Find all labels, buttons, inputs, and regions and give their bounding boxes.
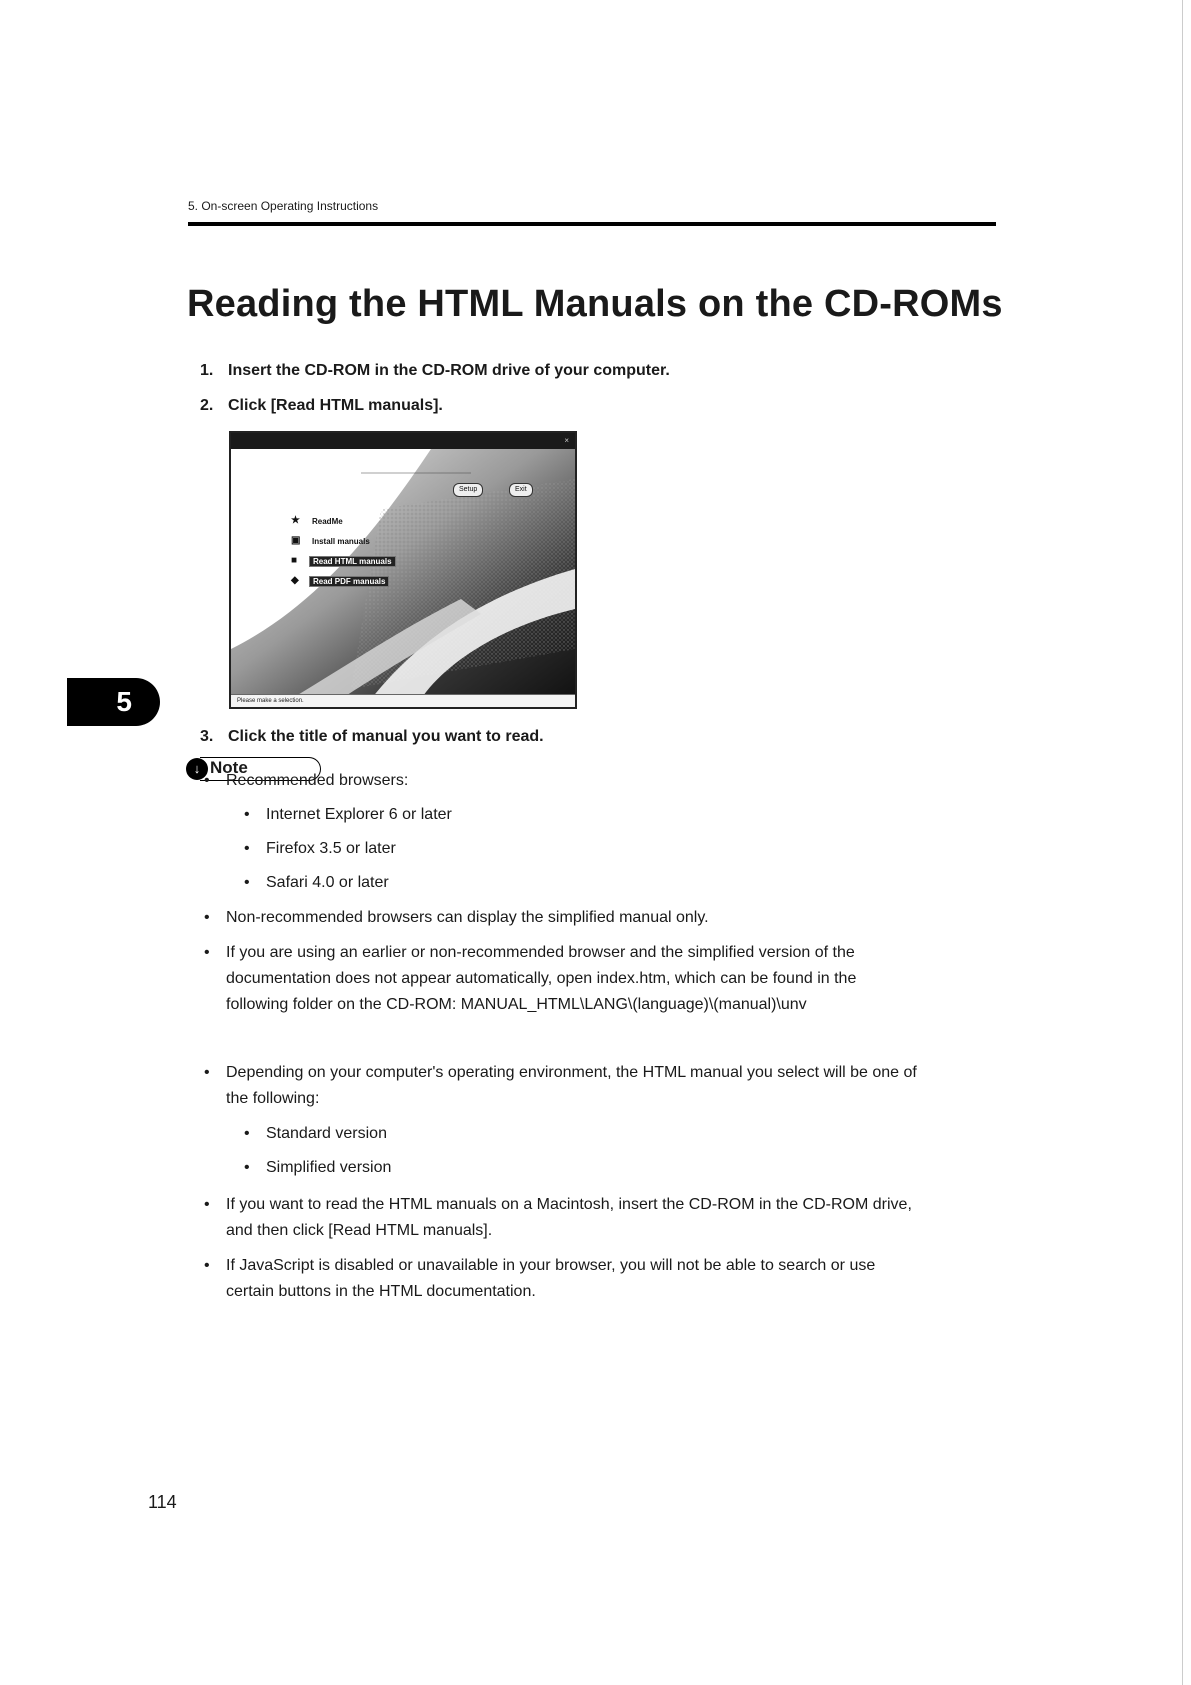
- install-icon: ▣: [291, 535, 301, 546]
- step-number: 1.: [200, 362, 214, 379]
- bullet-glyph: •: [204, 1196, 210, 1213]
- running-header: 5. On-screen Operating Instructions: [188, 199, 379, 213]
- bullet-glyph: •: [204, 1257, 210, 1274]
- list-item-text: Recommended browsers:: [226, 772, 409, 789]
- bullet-glyph: •: [244, 840, 250, 857]
- setup-button[interactable]: Setup: [453, 483, 483, 497]
- menu-item-label: Read PDF manuals: [309, 576, 389, 587]
- list-item-text: Depending on your computer's operating environment, the HTML manual you select will be one of: [226, 1064, 917, 1081]
- exit-button[interactable]: Exit: [509, 483, 533, 497]
- list-item-text: Simplified version: [266, 1159, 392, 1176]
- bullet-glyph: •: [244, 874, 250, 891]
- menu-item-label: ReadMe: [312, 516, 343, 526]
- bullet-glyph: •: [244, 1159, 250, 1176]
- list-item-text: following folder on the CD-ROM: MANUAL_HTML\LANG\(language)\(manual)\unv: [226, 996, 807, 1013]
- list-item: [204, 940, 1004, 1018]
- menu-item-label: Read HTML manuals: [309, 556, 396, 567]
- note-icon: ↓: [186, 758, 208, 780]
- readme-icon: ★: [291, 515, 300, 526]
- page-number: 114: [148, 1492, 177, 1512]
- note-label: Note: [210, 758, 248, 777]
- list-item-text: the following:: [226, 1090, 320, 1107]
- step-text: Insert the CD-ROM in the CD-ROM drive of your computer.: [228, 362, 670, 379]
- list-item-text: Standard version: [266, 1125, 387, 1142]
- sub-list-item: [244, 1155, 391, 1181]
- list-item-text: documentation does not appear automatically, open index.htm, which can be found in the: [226, 970, 857, 987]
- step-number: 2.: [200, 397, 214, 414]
- sub-list-item: [244, 1121, 387, 1147]
- bullet-glyph: •: [244, 1125, 250, 1142]
- bullet-glyph: •: [204, 772, 210, 789]
- list-item-text: and then click [Read HTML manuals].: [226, 1222, 493, 1239]
- list-item: [204, 1253, 1004, 1305]
- list-item: [204, 905, 1004, 931]
- step-text: Click the title of manual you want to read.: [228, 728, 544, 745]
- close-icon[interactable]: ×: [564, 436, 569, 445]
- chapter-tab: 5: [67, 678, 160, 726]
- bullet-glyph: •: [244, 806, 250, 823]
- html-book-icon: ■: [291, 555, 298, 566]
- list-item-text: Internet Explorer 6 or later: [266, 806, 452, 823]
- list-item-text: Non-recommended browsers can display the simplified manual only.: [226, 909, 709, 926]
- sub-list-item: [244, 802, 452, 828]
- list-item-text: If JavaScript is disabled or unavailable in your browser, you will not be able to search or use: [226, 1257, 876, 1274]
- list-item-text: Firefox 3.5 or later: [266, 840, 396, 857]
- sub-list-item: [244, 870, 389, 896]
- list-item-text: certain buttons in the HTML documentation.: [226, 1283, 536, 1300]
- list-item-text: If you are using an earlier or non-recommended browser and the simplified version of the: [226, 944, 855, 961]
- step-text: Click [Read HTML manuals].: [228, 397, 443, 414]
- page-title: Reading the HTML Manuals on the CD-ROMs: [187, 283, 1003, 325]
- sub-list-item: [244, 836, 396, 862]
- bullet-glyph: •: [204, 909, 210, 926]
- step-number: 3.: [200, 728, 214, 745]
- list-item-text: If you want to read the HTML manuals on a Macintosh, insert the CD-ROM in the CD-ROM drive,: [226, 1196, 912, 1213]
- pdf-book-icon: ◆: [291, 575, 299, 586]
- list-item: [204, 1192, 1004, 1244]
- menu-item-label: Install manuals: [312, 536, 370, 546]
- status-bar: Please make a selection.: [231, 694, 575, 707]
- list-item-text: Safari 4.0 or later: [266, 874, 389, 891]
- bullet-glyph: •: [204, 1064, 210, 1081]
- bullet-glyph: •: [204, 944, 210, 961]
- list-item: [204, 768, 1004, 794]
- list-item: [204, 1060, 1004, 1112]
